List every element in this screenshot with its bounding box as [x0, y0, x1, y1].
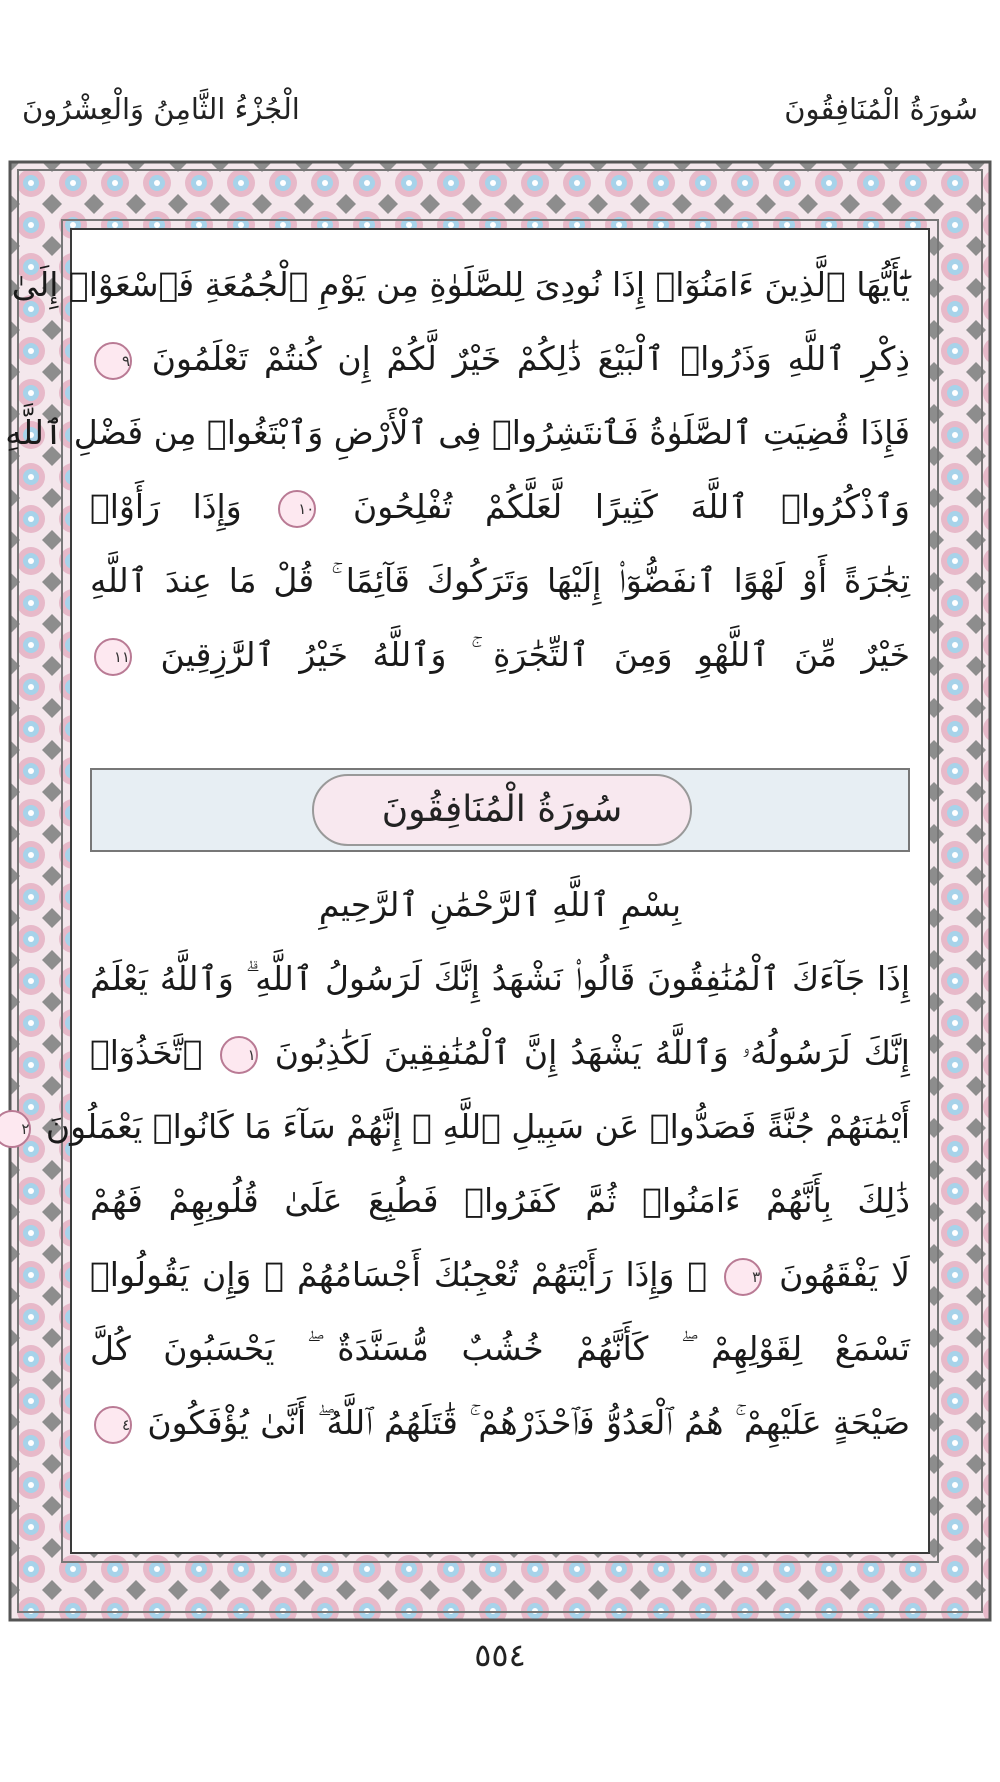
verse-line-2: ذِكْرِ ٱللَّهِ وَذَرُوا۟ ٱلْبَيْعَ ذَٰلِكُمْ خَيْرٌ لَّكُمْ إِن كُنتُمْ تَعْلَمُونَ ٩ — [90, 322, 910, 396]
ayah-marker-3: ٣ — [724, 1258, 762, 1296]
ayah-marker-9: ٩ — [94, 342, 132, 380]
surah-title: سُورَةُ الْمُنَافِقُونَ — [381, 789, 623, 830]
surah-title-banner — [90, 768, 910, 852]
ayah-marker-1: ١ — [220, 1036, 258, 1074]
verse-line-1: يَٰٓأَيُّهَا ٱلَّذِينَ ءَامَنُوٓا۟ إِذَا نُودِىَ لِلصَّلَوٰةِ مِن يَوْمِ ٱلْجُمُعَةِ فَٱسْعَوْا۟ إِلَىٰ — [11, 265, 910, 304]
surah-header: سُورَةُ الْمُنَافِقُونَ — [784, 92, 978, 126]
verse-line-11: ذَٰلِكَ بِأَنَّهُمْ ءَامَنُوا۟ ثُمَّ كَفَرُوا۟ فَطُبِعَ عَلَىٰ قُلُوبِهِمْ فَهُمْ — [90, 1181, 910, 1220]
verse-line-9: إِنَّكَ لَرَسُولُهُۥ وَٱللَّهُ يَشْهَدُ إِنَّ ٱلْمُنَٰفِقِينَ لَكَٰذِبُونَ ١ ٱتَّخَذُوٓا۟ — [90, 1033, 910, 1072]
verse-line-6: خَيْرٌ مِّنَ ٱللَّهْوِ وَمِنَ ٱلتِّجَٰرَةِ ۚ وَٱللَّهُ خَيْرُ ٱلرَّٰزِقِينَ ١١ — [90, 618, 910, 692]
verse-line-5: تِجَٰرَةً أَوْ لَهْوًا ٱنفَضُّوٓا۟ إِلَيْهَا وَتَرَكُوكَ قَآئِمًا ۚ قُلْ مَا عِندَ ٱللَّهِ — [90, 561, 910, 600]
verse-line-8: إِذَا جَآءَكَ ٱلْمُنَٰفِقُونَ قَالُوا۟ نَشْهَدُ إِنَّكَ لَرَسُولُ ٱللَّهِ ۗ وَٱللَّهُ يَعْلَمُ — [90, 959, 910, 998]
verse-line-4: وَٱذْكُرُوا۟ ٱللَّهَ كَثِيرًا لَّعَلَّكُمْ تُفْلِحُونَ ١٠ وَإِذَا رَأَوْا۟ — [90, 487, 910, 526]
page-number: ٥٥٤ — [474, 1636, 526, 1674]
ayah-marker-4: ٤ — [94, 1406, 132, 1444]
verse-line-12: لَا يَفْقَهُونَ ٣ ۞ وَإِذَا رَأَيْتَهُمْ تُعْجِبُكَ أَجْسَامُهُمْ ۖ وَإِن يَقُولُوا۟ — [90, 1255, 910, 1294]
verse-line-3: فَإِذَا قُضِيَتِ ٱلصَّلَوٰةُ فَٱنتَشِرُوا۟ فِى ٱلْأَرْضِ وَٱبْتَغُوا۟ مِن فَضْلِ ٱللَّهِ — [5, 413, 910, 452]
ayah-marker-10: ١٠ — [278, 490, 316, 528]
ayah-marker-11: ١١ — [94, 638, 132, 676]
verse-line-13: تَسْمَعْ لِقَوْلِهِمْ ۖ كَأَنَّهُمْ خُشُبٌ مُّسَنَّدَةٌ ۖ يَحْسَبُونَ كُلَّ — [90, 1329, 910, 1368]
juz-header: الْجُزْءُ الثَّامِنُ وَالْعِشْرُونَ — [22, 92, 300, 126]
verse-line-14: صَيْحَةٍ عَلَيْهِمْ ۚ هُمُ ٱلْعَدُوُّ فَٱحْذَرْهُمْ ۚ قَٰتَلَهُمُ ٱللَّهُ ۖ أَنَّىٰ يُؤْفَكُونَ ٤ — [90, 1386, 910, 1460]
ayah-marker-2: ٢ — [0, 1110, 31, 1148]
basmala-line: بِسْمِ ٱللَّهِ ٱلرَّحْمَٰنِ ٱلرَّحِيمِ — [318, 885, 682, 924]
verse-line-10: أَيْمَٰنَهُمْ جُنَّةً فَصَدُّوا۟ عَن سَبِيلِ ٱللَّهِ ۚ إِنَّهُمْ سَآءَ مَا كَانُوا۟ يَعْمَلُونَ ٢ — [90, 1090, 910, 1164]
